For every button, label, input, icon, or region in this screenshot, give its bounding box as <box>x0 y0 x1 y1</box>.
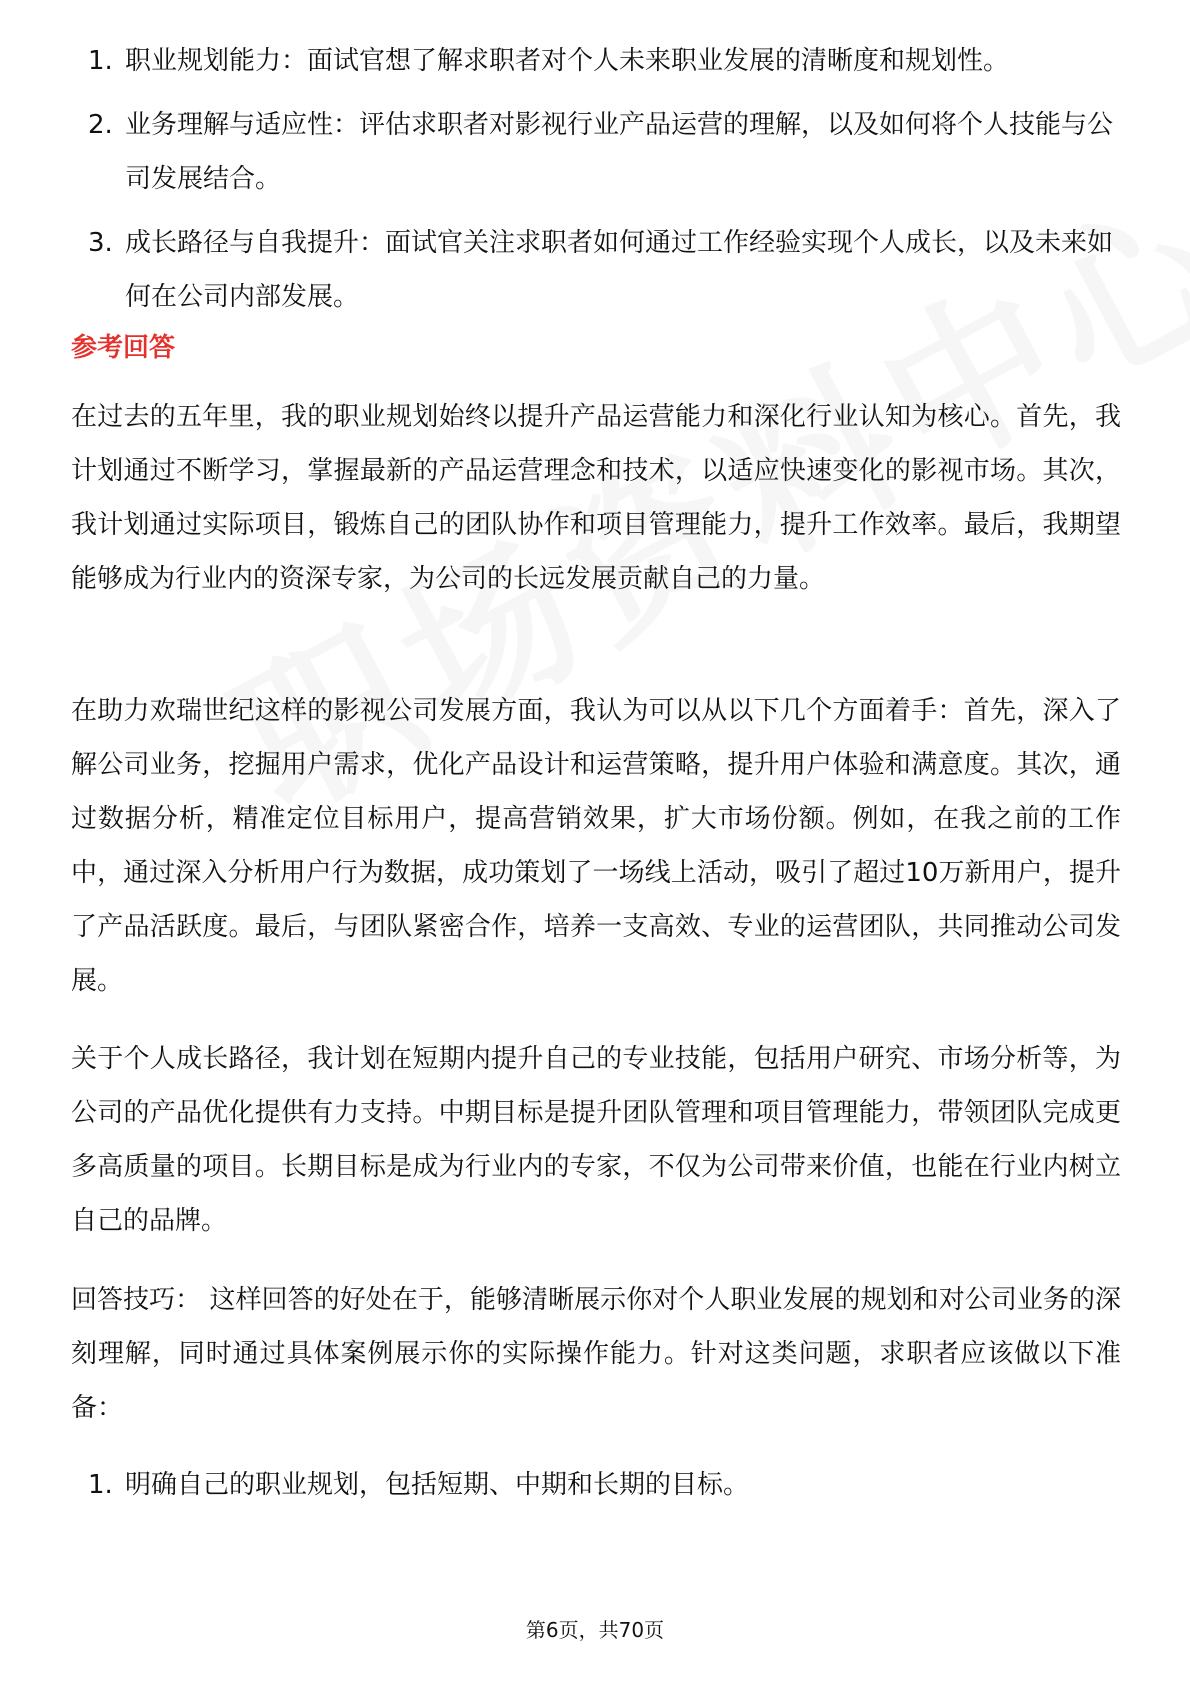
preparation-list <box>88 1458 1128 1522</box>
list-item-text: 明确自己的职业规划，包括短期、中期和长期的目标。 <box>125 1470 750 1500</box>
criteria-list <box>88 34 1128 334</box>
page-footer: 第6页，共70页 <box>525 1618 665 1642</box>
answer-paragraph-2: 在助力欢瑞世纪这样的影视公司发展方面，我认为可以从以下几个方面着手：首先，深入了解公司业务，挖掘用户需求，优化产品设计和运营策略，提升用户体验和满意度。其次，通过数据分析，精准定位目标用户，提高营销效果，扩大市场份额。例如，在我之前的工作中，通过深入分析用户行为数据，成功策划了一场线上活动，吸引了超过10万新用户，提升了产品活跃度。最后，与团队紧密合作，培养一支高效、专业的运营团队，共同推动公司发展。 <box>71 696 1121 996</box>
list-item <box>88 34 1128 88</box>
answer-tips-paragraph: 回答技巧： 这样回答的好处在于，能够清晰展示你对个人职业发展的规划和对公司业务的深刻理解，同时通过具体案例展示你的实际操作能力。针对这类问题，求职者应该做以下准备： <box>71 1285 1121 1423</box>
list-item-text: 成长路径与自我提升：面试官关注求职者如何通过工作经验实现个人成长，以及未来如何在公司内部发展。 <box>125 228 1114 312</box>
list-item <box>88 1458 1128 1512</box>
list-item-number: 3. <box>88 228 113 258</box>
list-item-text: 职业规划能力：面试官想了解求职者对个人未来职业发展的清晰度和规划性。 <box>125 46 1010 76</box>
list-item-number: 1. <box>88 46 113 76</box>
answer-paragraph-1: 在过去的五年里，我的职业规划始终以提升产品运营能力和深化行业认知为核心。首先，我计划通过不断学习，掌握最新的产品运营理念和技术，以适应快速变化的影视市场。其次，我计划通过实际项目，锻炼自己的团队协作和项目管理能力，提升工作效率。最后，我期望能够成为行业内的资深专家，为公司的长远发展贡献自己的力量。 <box>71 402 1121 594</box>
answer-heading: 参考回答 <box>71 333 176 363</box>
list-item <box>88 216 1128 324</box>
list-item-text: 业务理解与适应性：评估求职者对影视行业产品运营的理解，以及如何将个人技能与公司发展结合。 <box>125 110 1114 194</box>
list-item <box>88 98 1128 206</box>
answer-paragraph-3: 关于个人成长路径，我计划在短期内提升自己的专业技能，包括用户研究、市场分析等，为公司的产品优化提供有力支持。中期目标是提升团队管理和项目管理能力，带领团队完成更多高质量的项目。长期目标是成为行业内的专家，不仅为公司带来价值，也能在行业内树立自己的品牌。 <box>71 1044 1121 1236</box>
list-item-number: 2. <box>88 110 113 140</box>
list-item-number: 1. <box>88 1470 113 1500</box>
